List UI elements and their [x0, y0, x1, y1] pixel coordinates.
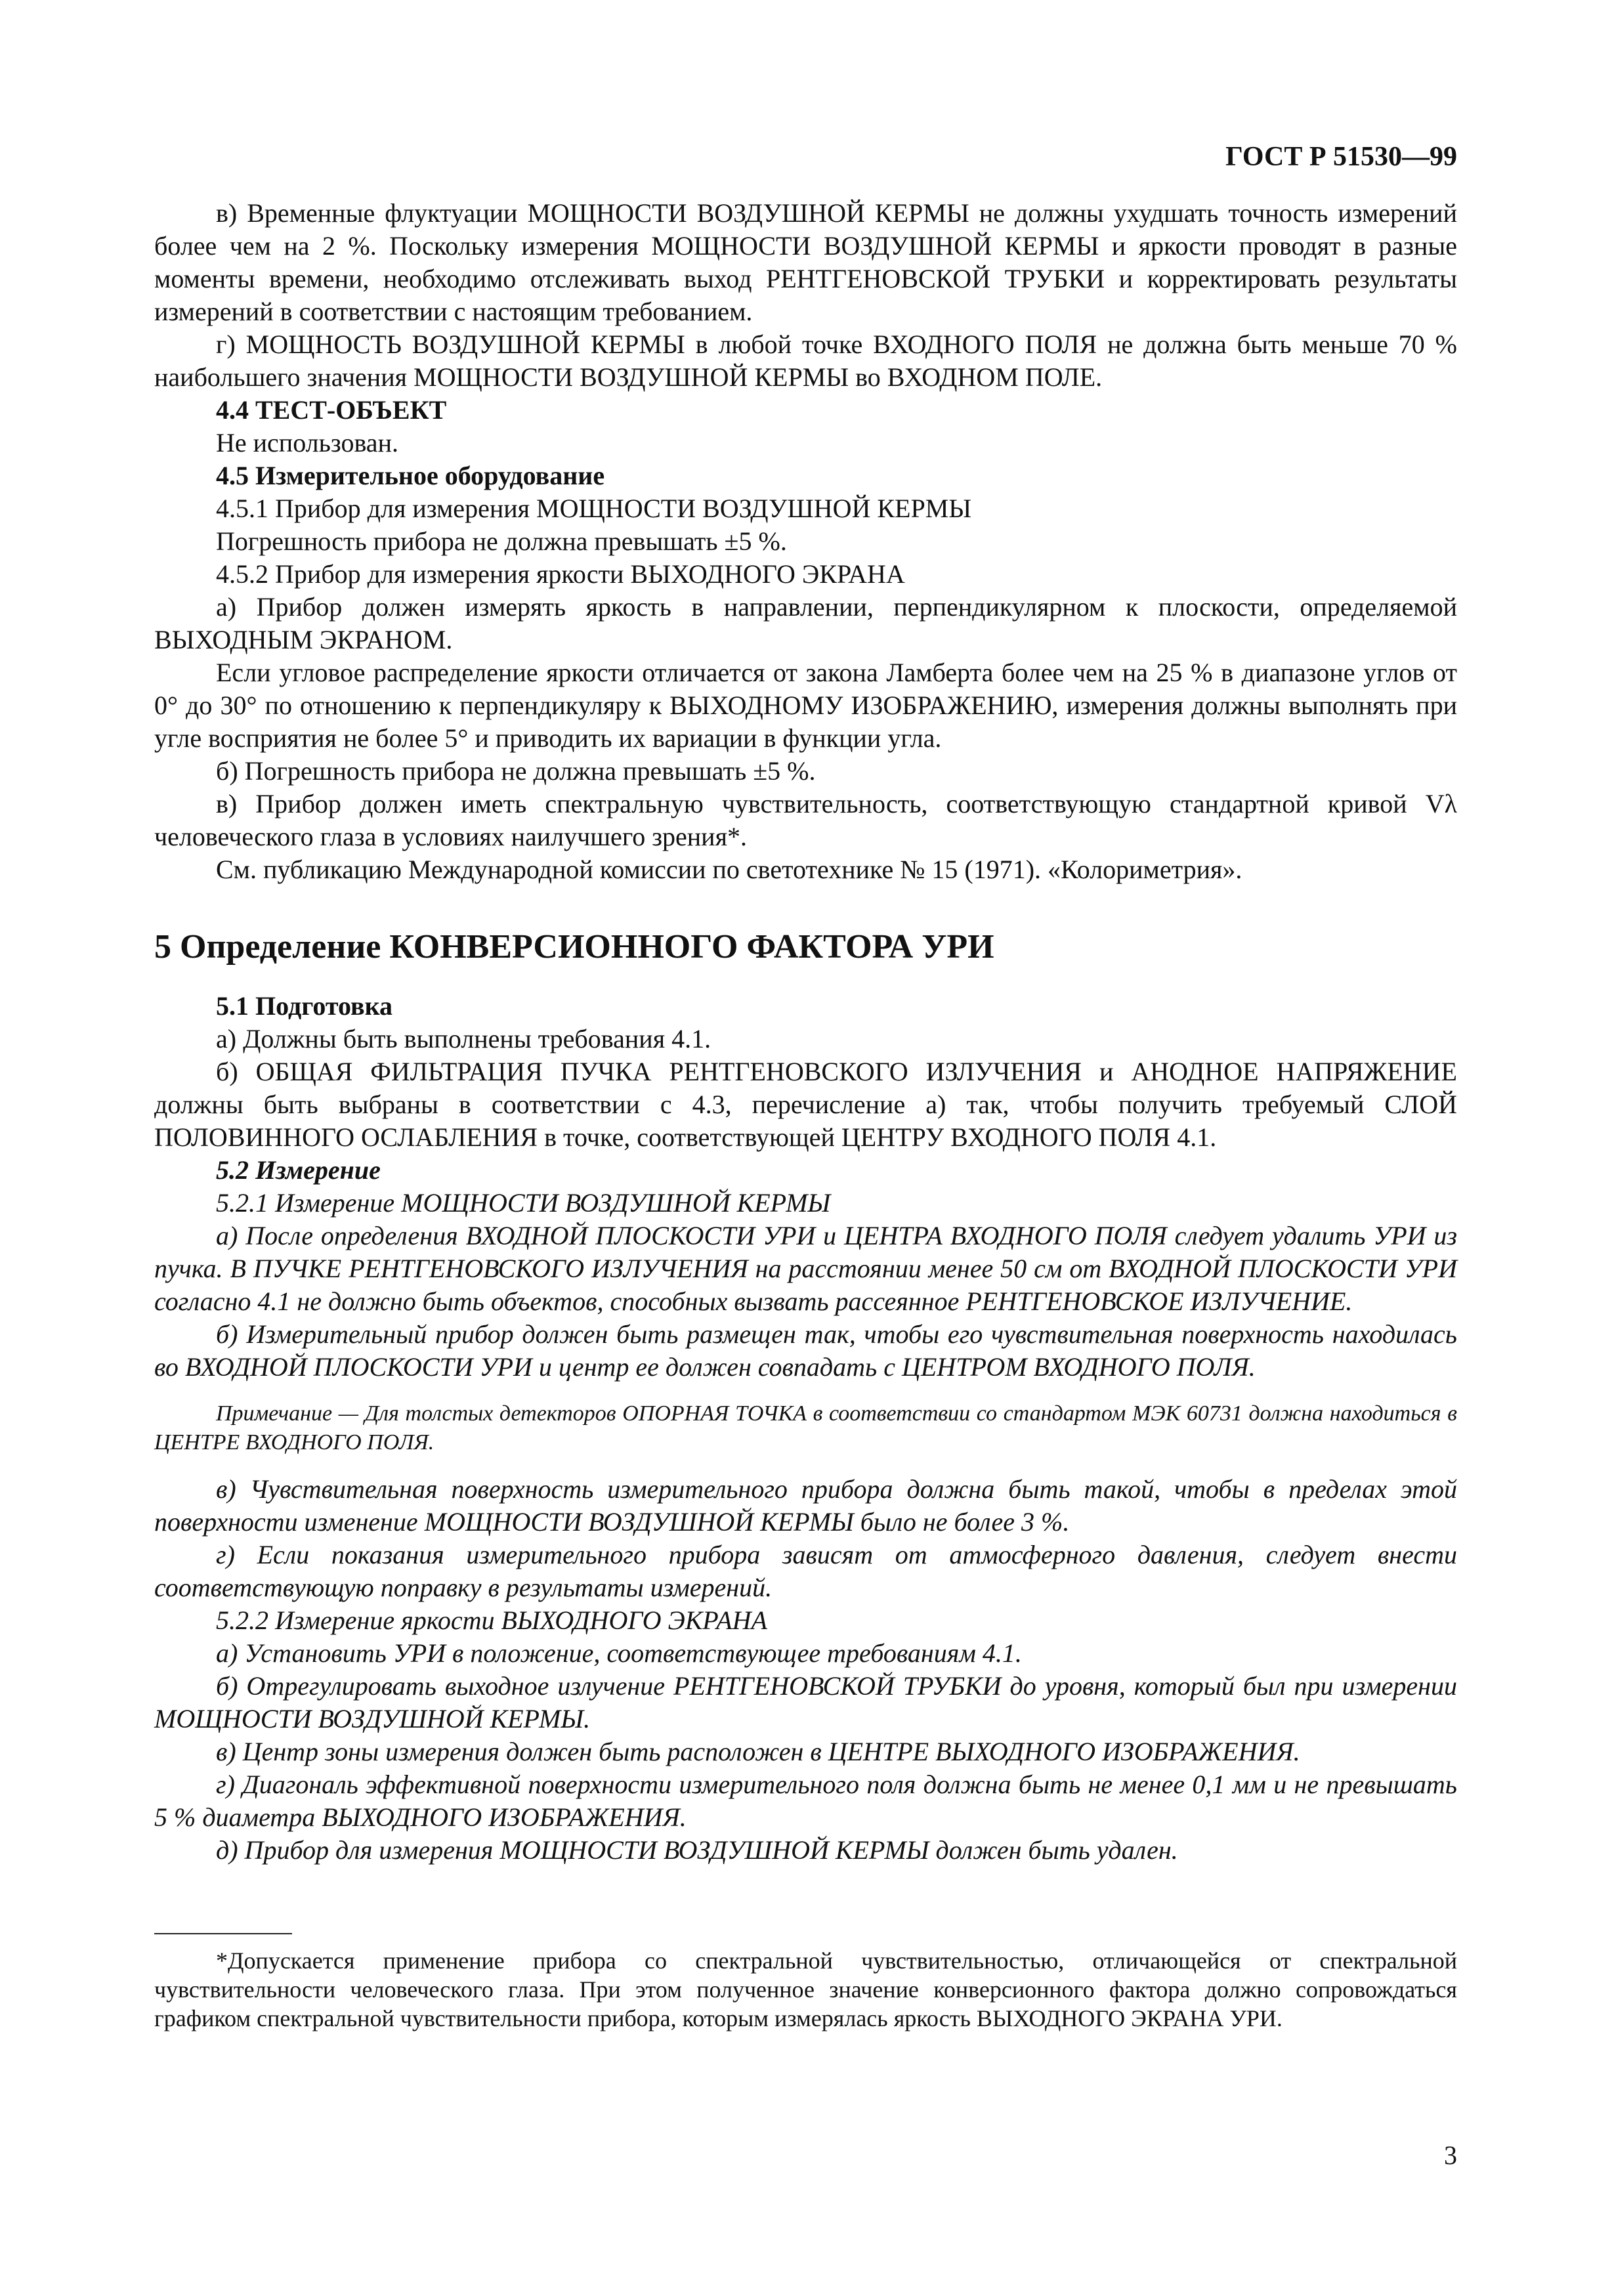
paragraph: б) Измерительный прибор должен быть размещен так, чтобы его чувствительная поверхность находилась во ВХОДНОЙ ПЛОСКОСТИ УРИ и центр ее должен совпадать с ЦЕНТРОМ ВХОДНОГО ПОЛЯ. — [154, 1319, 1457, 1382]
paragraph: 4.5 Измерительное оборудование — [216, 461, 605, 490]
note-paragraph: Примечание — Для толстых детекторов ОПОРНАЯ ТОЧКА в соответствии со стандартом МЭК 60731 должна находиться в ЦЕНТРЕ ВХОДНОГО ПОЛЯ. — [154, 1401, 1457, 1455]
page-number: 3 — [1444, 2140, 1457, 2170]
paragraph: д) Прибор для измерения МОЩНОСТИ ВОЗДУШНОЙ КЕРМЫ должен быть удален. — [216, 1835, 1178, 1865]
document-code-header: ГОСТ Р 51530—99 — [1225, 142, 1457, 172]
paragraph: 5.2.2 Измерение яркости ВЫХОДНОГО ЭКРАНА — [216, 1605, 767, 1635]
paragraph: Погрешность прибора не должна превышать ±5 %. — [216, 526, 787, 556]
paragraph: в) Центр зоны измерения должен быть расположен в ЦЕНТРЕ ВЫХОДНОГО ИЗОБРАЖЕНИЯ. — [216, 1737, 1300, 1766]
body-text — [154, 197, 1457, 1867]
paragraph: а) Установить УРИ в положение, соответствующее требованиям 4.1. — [216, 1638, 1022, 1668]
paragraph: в) Временные флуктуации МОЩНОСТИ ВОЗДУШНОЙ КЕРМЫ не должны ухудшать точность измерений более чем на 2 %. Поскольку измерения МОЩНОСТИ ВОЗДУШНОЙ КЕРМЫ и яркости проводят в разные моменты времени, необходимо отслеживать выход РЕНТГЕНОВСКОЙ ТРУБКИ и корректировать результаты измерений в соответствии с настоящим требованием. — [154, 198, 1457, 326]
paragraph: 4.5.2 Прибор для измерения яркости ВЫХОДНОГО ЭКРАНА — [216, 559, 905, 589]
paragraph: г) Если показания измерительного прибора зависят от атмосферного давления, следует внести соответствующую поправку в результаты измерений. — [154, 1540, 1457, 1602]
paragraph: Если угловое распределение яркости отличается от закона Ламберта более чем на 25 % в диапазоне углов от 0° до 30° по отношению к перпендикуляру к ВЫХОДНОМУ ИЗОБРАЖЕНИЮ, измерения должны выполнять при угле восприятия не более 5° и приводить их вариации в функции угла. — [154, 658, 1457, 753]
paragraph: 4.5.1 Прибор для измерения МОЩНОСТИ ВОЗДУШНОЙ КЕРМЫ — [216, 494, 972, 523]
paragraph: 5.2.1 Измерение МОЩНОСТИ ВОЗДУШНОЙ КЕРМЫ — [216, 1188, 831, 1218]
footnote-separator — [154, 1933, 292, 1934]
paragraph: г) Диагональ эффективной поверхности измерительного поля должна быть не менее 0,1 мм и не превышать 5 % диаметра ВЫХОДНОГО ИЗОБРАЖЕНИЯ. — [154, 1770, 1457, 1832]
paragraph: г) МОЩНОСТЬ ВОЗДУШНОЙ КЕРМЫ в любой точке ВХОДНОГО ПОЛЯ не должна быть меньше 70 % наибольшего значения МОЩНОСТИ ВОЗДУШНОЙ КЕРМЫ во ВХОДНОМ ПОЛЕ. — [154, 330, 1457, 392]
paragraph: 5.1 Подготовка — [216, 991, 393, 1021]
paragraph: Не использован. — [216, 428, 398, 457]
paragraph: См. публикацию Международной комиссии по светотехнике № 15 (1971). «Колориметрия». — [216, 855, 1242, 884]
paragraph: 5.2 Измерение — [216, 1155, 381, 1185]
paragraph: а) Прибор должен измерять яркость в направлении, перпендикулярном к плоскости, определяемой ВЫХОДНЫМ ЭКРАНОМ. — [154, 592, 1457, 654]
paragraph: б) Погрешность прибора не должна превышать ±5 %. — [216, 756, 816, 786]
footnote: *Допускается применение прибора со спектральной чувствительностью, отличающейся от спектральной чувствительности человеческого глаза. При этом полученное значение конверсионного фактора должно сопровождаться графиком спектральной чувствительности прибора, которым измерялась яркость ВЫХОДНОГО ЭКРАНА УРИ. — [154, 1947, 1457, 2031]
paragraph: а) После определения ВХОДНОЙ ПЛОСКОСТИ УРИ и ЦЕНТРА ВХОДНОГО ПОЛЯ следует удалить УРИ из пучка. В ПУЧКЕ РЕНТГЕНОВСКОГО ИЗЛУЧЕНИЯ на расстоянии менее 50 см от ВХОДНОЙ ПЛОСКОСТИ УРИ согласно 4.1 не должно быть объектов, способных вызвать рассеянное РЕНТГЕНОВСКОЕ ИЗЛУЧЕНИЕ. — [154, 1221, 1457, 1316]
paragraph: а) Должны быть выполнены требования 4.1. — [216, 1024, 711, 1053]
paragraph: 4.4 ТЕСТ-ОБЪЕКТ — [216, 395, 447, 425]
paragraph: в) Прибор должен иметь спектральную чувствительность, соответствующую стандартной кривой Vλ человеческого глаза в условиях наилучшего зрения*. — [154, 789, 1457, 851]
paragraph: б) ОБЩАЯ ФИЛЬТРАЦИЯ ПУЧКА РЕНТГЕНОВСКОГО ИЗЛУЧЕНИЯ и АНОДНОЕ НАПРЯЖЕНИЕ должны быть выбраны в соответствии с 4.3, перечисление а) так, чтобы получить требуемый СЛОЙ ПОЛОВИННОГО ОСЛАБЛЕНИЯ в точке, соответствующей ЦЕНТРУ ВХОДНОГО ПОЛЯ 4.1. — [154, 1057, 1457, 1152]
section-heading: 5 Определение КОНВЕРСИОННОГО ФАКТОРА УРИ — [154, 928, 994, 966]
paragraph: в) Чувствительная поверхность измерительного прибора должна быть такой, чтобы в пределах этой поверхности изменение МОЩНОСТИ ВОЗДУШНОЙ КЕРМЫ было не более 3 %. — [154, 1474, 1457, 1537]
paragraph: б) Отрегулировать выходное излучение РЕНТГЕНОВСКОЙ ТРУБКИ до уровня, который был при измерении МОЩНОСТИ ВОЗДУШНОЙ КЕРМЫ. — [154, 1671, 1457, 1733]
